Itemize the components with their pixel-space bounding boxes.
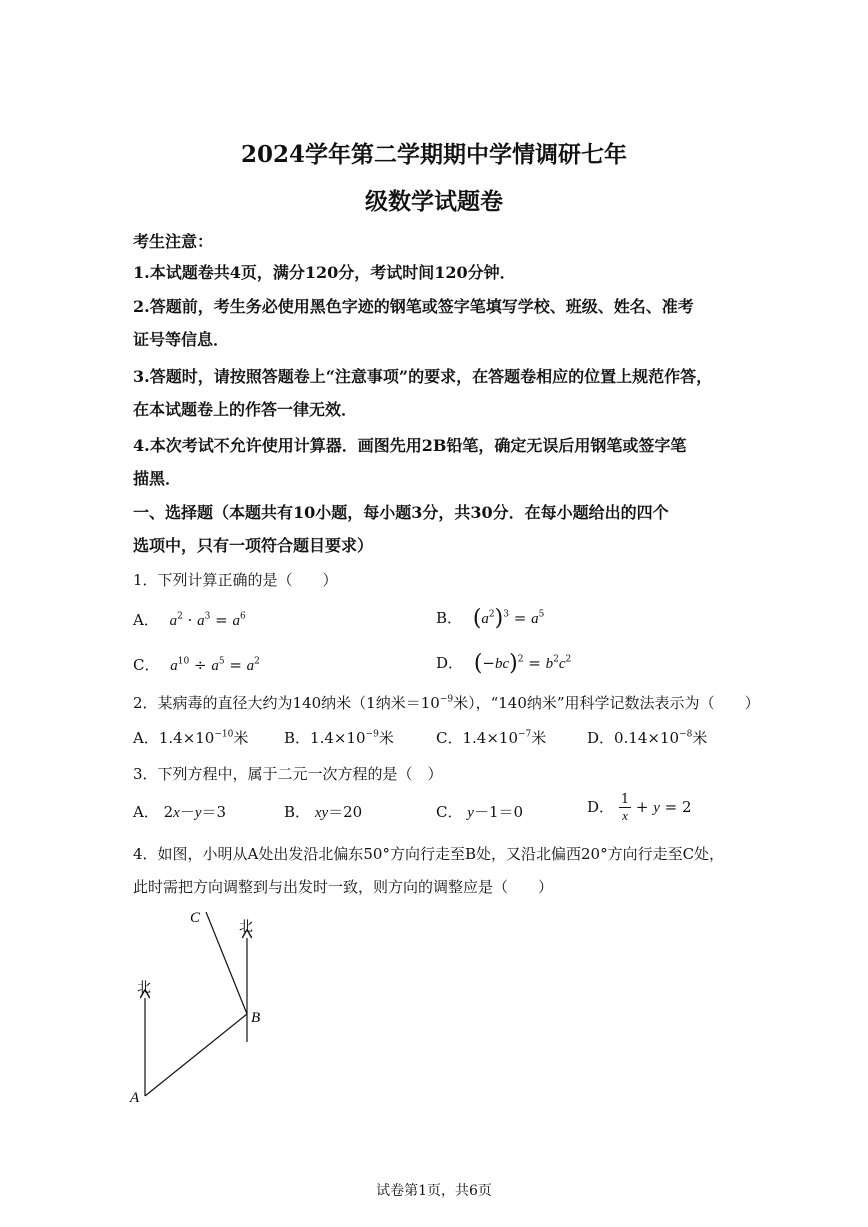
q3-option-c-formula: y－1＝0 [467,803,524,821]
q1-option-b-formula: $(a^2)^3 = a^5$ [472,606,545,631]
title-line-1: 2024学年第二学期期中学情调研七年 [240,141,627,168]
q2-option-a-unit: 米 [233,729,249,747]
q1-option-c-formula: $a^{10} \div a^5 = a^2$ [170,656,260,674]
north-label-a: 北 [137,981,151,996]
q1-option-c [133,654,260,675]
q3-option-b [284,801,362,822]
q1-stem: 1．下列计算正确的是（ ） [133,571,338,589]
point-c-label: C [190,910,201,926]
q2-option-b-exp: −9 [365,729,379,740]
title-line-2: 级数学试题卷 [365,188,503,215]
q2-option-b-base: 1.4×10 [310,729,366,747]
q2-option-c-label: C． [436,729,463,747]
q2-stem-part-1: 2．某病毒的直径大约为140纳米（1纳米＝10 [133,694,440,712]
q2-option-c [436,727,546,748]
notice-item-3-cont: 在本试题卷上的作答一律无效． [133,400,358,419]
section-1-heading-cont: 选项中，只有一项符合题目要求） [133,536,374,555]
notice-item-1: 1.本试题卷共4页，满分120分，考试时间120分钟． [133,263,516,282]
q2-option-d-exp: −8 [679,729,693,740]
notice-heading: 考生注意： [133,232,214,251]
notice-item-4-cont: 描黑． [133,469,182,488]
q3-option-d [587,792,692,824]
q2-option-d-base: 0.14×10 [614,729,680,747]
q4-direction-figure [120,900,290,1115]
north-label-b: 北 [239,920,253,935]
q2-option-b-unit: 米 [378,729,394,747]
segment-ab [145,1014,247,1096]
q1-option-d-formula: $(-bc)^2 = b^2c^2$ [473,651,572,676]
q2-option-a-label: A． [133,729,159,747]
q3-option-a-label: A． [133,803,159,821]
q3-option-b-label: B． [284,803,311,821]
q1-option-b [436,606,544,631]
notice-item-2-cont: 证号等信息． [133,330,230,349]
q2-option-a-exp: −10 [214,729,234,740]
q4-stem-line-1: 4．如图，小明从A处出发沿北偏东50°方向行走至B处，又沿北偏西20°方向行走至C处， [133,845,725,863]
q3-option-d-formula: $\frac{1}{x}$ + y = 2 [620,792,692,823]
q2-stem-part-2: 米），“140纳米”用科学记数法表示为（ ） [453,694,760,712]
section-1-heading: 一、选择题（本题共有10小题，每小题3分，共30分．在每小题给出的四个 [133,503,669,522]
q3-stem: 3．下列方程中，属于二元一次方程的是（ ） [133,765,443,783]
notice-item-4: 4.本次考试不允许使用计算器．画图先用2B铅笔，确定无误后用钢笔或签字笔 [133,436,687,455]
q2-option-d-label: D． [587,729,615,747]
q3-option-a-formula: 2x－y＝3 [163,803,227,821]
q2-stem-exponent: −9 [439,694,454,705]
q3-option-c-label: C． [436,803,463,821]
q1-option-d [436,651,571,676]
notice-item-2: 2.答题前，考生务必使用黑色字迹的钢笔或签字笔填写学校、班级、姓名、准考 [133,297,694,316]
q2-option-c-base: 1.4×10 [462,729,518,747]
notice-item-3: 3.答题时，请按照答题卷上“注意事项”的要求，在答题卷相应的位置上规范作答， [133,367,713,386]
q1-option-b-label: B． [436,609,463,627]
q2-option-b [284,727,394,748]
q2-option-b-label: B． [284,729,311,747]
q1-option-a [133,609,246,630]
q2-option-a [133,727,248,748]
page-footer: 试卷第1页，共6页 [376,1183,492,1199]
q1-option-a-label: A． [133,611,159,629]
q1-option-c-label: C． [133,656,160,674]
q2-option-c-unit: 米 [531,729,547,747]
q3-option-d-label: D． [587,798,615,816]
q2-option-d-unit: 米 [692,729,708,747]
point-b-label: B [251,1010,261,1026]
q1-option-d-label: D． [436,654,464,672]
q3-option-c [436,801,523,822]
q2-option-c-exp: −7 [518,729,532,740]
q2-stem [133,692,760,713]
point-a-label: A [130,1090,140,1106]
q2-option-d [587,727,707,748]
q3-option-b-formula: xy＝20 [314,803,363,821]
q2-option-a-base: 1.4×10 [158,729,215,747]
q4-stem-line-2: 此时需把方向调整到与出发时一致，则方向的调整应是（ ） [133,878,554,896]
q1-option-a-formula: $a^2 \cdot a^3 = a^6$ [169,611,246,629]
q3-option-a [133,801,226,822]
